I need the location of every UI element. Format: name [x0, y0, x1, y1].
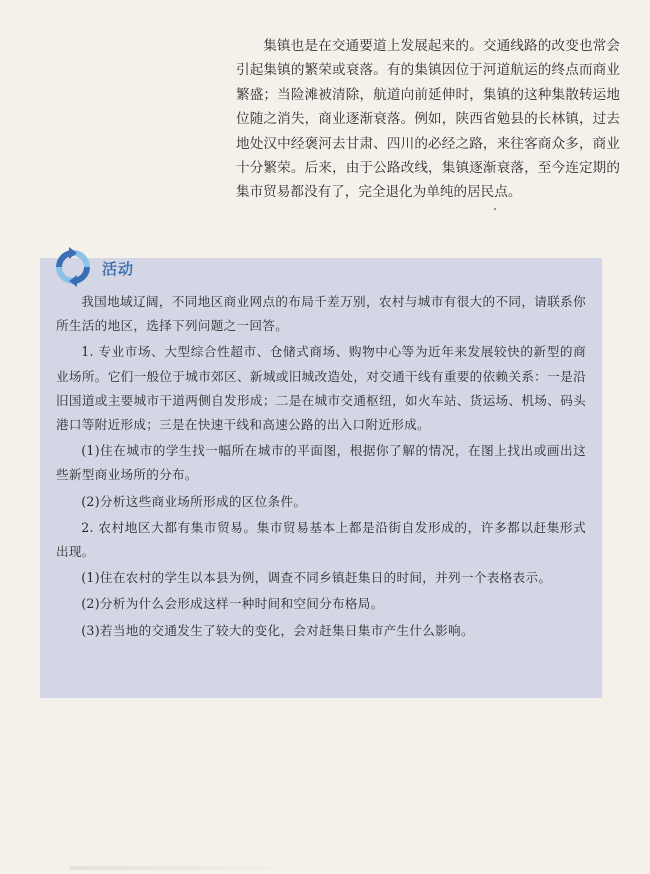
question-2-part-2: (2)分析为什么会形成这样一种时间和空间分布格局。 — [81, 596, 384, 612]
question-2-part-1: (1)住在农村的学生以本县为例，调查不同乡镇赶集日的时间，并列一个表格表示。 — [81, 570, 552, 586]
footer-smudge — [70, 866, 270, 870]
activity-title: 活动 — [102, 260, 135, 278]
circular-arrows-icon — [52, 246, 94, 288]
activity-intro: 我国地域辽阔，不同地区商业网点的布局千差万别，农村与城市有很大的不同，请联系你所生活的地区，选择下列问题之一回答。 — [56, 294, 586, 334]
page-speck — [494, 208, 496, 210]
main-paragraph: 集镇也是在交通要道上发展起来的。交通线路的改变也常会引起集镇的繁荣或衰落。有的集镇因位于河道航运的终点而商业繁盛；当险滩被清除，航道向前延伸时，集镇的这种集散转运地位随之消失，商业逐渐衰落。例如，陕西省勉县的长林镇，过去地处汉中经褒河去甘肃、四川的必经之路，来往客商众多，商业十分繁荣。后来，由于公路改线，集镇逐渐衰落，至今连定期的集市贸易都没有了，完全退化为单纯的居民点。 — [236, 38, 620, 201]
question-1-part-2: (2)分析这些商业场所形成的区位条件。 — [81, 493, 307, 509]
main-text — [236, 34, 620, 205]
question-2: 2. 农村地区大都有集市贸易。集市贸易基本上都是沿街自发形成的，许多都以赶集形式出现。 — [56, 519, 586, 560]
question-2-part-3: (3)若当地的交通发生了较大的变化，会对赶集日集市产生什么影响。 — [81, 622, 474, 638]
activity-body — [56, 290, 586, 643]
question-1-part-1: (1)住在城市的学生找一幅所在城市的平面图，根据你了解的情况，在图上找出或画出这些新型商业场所的分布。 — [56, 443, 586, 483]
question-1: 1. 专业市场、大型综合性超市、仓储式商场、购物中心等为近年来发展较快的新型的商业场所。它们一般位于城市郊区、新城或旧城改造处，对交通干线有重要的依赖关系：一是沿旧国道或主要城市干道两侧自发形成；二是在城市交通枢纽，如火车站、货运场、机场、码头港口等附近形成；三是在快速干线和高速公路的出入口附近形成。 — [56, 344, 586, 433]
